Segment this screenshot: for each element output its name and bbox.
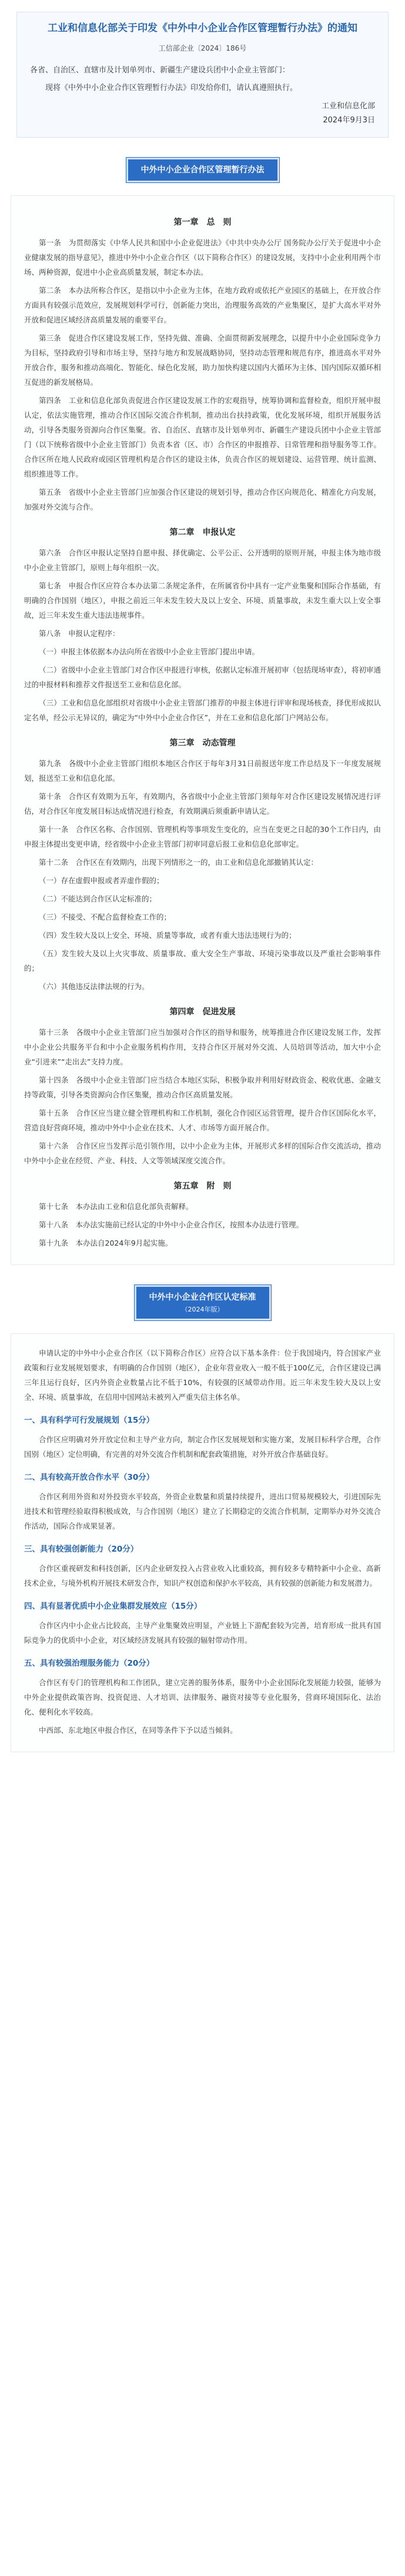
article-paragraph: 第十条 合作区有效期为五年，有效期内，各省级中小企业主管部门须每年对合作区建设发展情况进行评估，对合作区年度发展目标达成情况进行检查，有效期满后须重新申请认定。: [24, 792, 381, 816]
notice-signature: [30, 99, 375, 128]
article-paragraph: 第十八条 本办法实施前已经认定的中外中小企业合作区，按照本办法进行管理。: [39, 1220, 304, 1229]
standard-closing: 中西部、东北地区申报合作区，在同等条件下予以适当倾斜。: [39, 1726, 237, 1735]
article-paragraph: （一）申报主体依据本办法向所在省级中小企业主管部门提出申请。: [39, 647, 260, 656]
notice-title: 工业和信息化部关于印发《中外中小企业合作区管理暂行办法》的通知: [48, 22, 357, 34]
article-paragraph: （三）工业和信息化部组织对省级中小企业主管部门推荐的申报主体进行评审和现场核查，择优形成拟认定名单，经公示无异议的，确定为“中外中小企业合作区”，并在工业和信息化部门户网站公布。: [24, 698, 381, 722]
notice-content: 现将《中外中小企业合作区管理暂行办法》印发给你们，请认真遵照执行。: [45, 84, 298, 92]
article-paragraph: 第八条 申报认定程序：: [39, 629, 120, 638]
standard-banner-subtitle: （2024年版）: [181, 1306, 224, 1313]
article-paragraph: （二）省级中小企业主管部门对合作区申报进行审核，依据认定标准开展初审（包括现场审查），将初审通过的申报材料和推荐文件报送至工业和信息化部。: [24, 665, 381, 689]
chapter-title: 第一章 总 则: [173, 218, 232, 227]
standard-section-text: 合作区内中小企业占比较高，主导产业集聚效应明显，产业链上下游配套较为完善，培育形成一批具有国际竞争力的优质中小企业，对区域经济发展具有较强的辐射带动作用。: [24, 1621, 381, 1645]
article-paragraph: 第六条 合作区申报认定坚持自愿申报、择优确定、公平公正、公开透明的原则开展，申报主体为地市级中小企业主管部门，原则上每年组织一次。: [24, 548, 381, 572]
article-paragraph: 第十六条 合作区应当发挥示范引领作用，以中小企业为主体，开展形式多样的国际合作交流活动，推动中外中小企业在经贸、产业、科技、人文等领域深度交流合作。: [24, 1141, 381, 1165]
article-paragraph: 第四条 工业和信息化部负责促进合作区建设发展工作的宏观指导，统筹协调和监督检查，组织开展申报认定，依法实施管理，推动合作区国际交流合作机制，推动出台扶持政策，优化发展环境，组织开展服务活动，引导各类服务资源向合作区集聚。省、自治区、直辖市及计划单列市、新疆生产建设兵团中小企业主管部门（以下统称省级中小企业主管部门）负责本省（区、市）合作区的申报推荐、日常管理和指导服务等工作。合作区所在地人民政府或园区管理机构是合作区的建设主体，负责合作区的规划建设、运营管理、统计监测、组织推进等工作。: [24, 396, 381, 478]
standard-section-title: 五、具有较强治理服务能力（20分）: [24, 1659, 155, 1668]
standard-document: [11, 1333, 394, 1752]
notice-date: 2024年9月3日: [323, 116, 375, 125]
notice-recipients: 各省、自治区、直辖市及计划单列市、新疆生产建设兵团中小企业主管部门：: [30, 66, 290, 75]
chapter-title: 第二章 申报认定: [169, 528, 236, 537]
article-paragraph: （三）不接受、不配合监督检查工作的；: [39, 913, 172, 921]
standard-banner-wrap: [0, 1285, 405, 1320]
article-paragraph: 第九条 各级中小企业主管部门组织本地区合作区于每年3月31日前报送年度工作总结及下一年度发展规划，报送至工业和信息化部。: [24, 759, 381, 783]
standard-section-text: 合作区利用外资和对外投资水平较高，外资企业数量和质量持续提升，进出口贸易规模较大，引进国际先进技术和管理经验取得积极成效，与合作国别（地区）建立了长期稳定的交流合作机制，定期举办对外交流合作活动，国际合作成果显著。: [24, 1492, 381, 1530]
article-paragraph: 第七条 申报合作区应符合本办法第二条规定条件，在所属省份中具有一定产业集聚和国际合作基础，有明确的合作国别（地区），申报之前近三年未发生较大及以上安全、环境、质量事故，未发生重大以上安全事故，近三年未发生重大违法违规事件。: [24, 581, 381, 620]
article-paragraph: 第十二条 合作区在有效期内，出现下列情形之一的，由工业和信息化部撤销其认定：: [39, 858, 319, 867]
article-paragraph: 第一条 为贯彻落实《中华人民共和国中小企业促进法》《中共中央办公厅 国务院办公厅关于促进中小企业健康发展的指导意见》，推进中外中小企业合作区（以下简称合作区）的建设发展，支持中小企业利用两个市场、两种资源，促进中小企业高质量发展，制定本办法。: [24, 238, 381, 277]
standard-section-text: 合作区重视研发和科技创新，区内企业研发投入占营业收入比重较高，拥有较多专精特新中小企业、高新技术企业，与境外机构开展技术研发合作，知识产权创造和保护水平较高，具有较强的创新能力和发展潜力。: [24, 1564, 381, 1587]
article-paragraph: 第十四条 各级中小企业主管部门应当结合本地区实际，积极争取并利用好财政资金、税收优惠、金融支持等政策，引导各类资源向合作区集聚，推动合作区高质量发展。: [24, 1076, 381, 1099]
notice-card: [16, 12, 389, 138]
chapter-title: 第三章 动态管理: [169, 738, 236, 748]
article-paragraph: （二）不能达到合作区认定标准的；: [39, 894, 157, 903]
standard-banner: [135, 1285, 271, 1320]
standard-section-text: 合作区有专门的管理机构和工作团队，建立完善的服务体系，服务中小企业国际化发展能力较强，能够为中外企业提供政策咨询、投资促进、人才培训、法律服务、融资对接等专业化服务，营商环境国际化、法治化、便利化水平较高。: [24, 1678, 381, 1716]
article-paragraph: （六）其他违反法律法规的行为。: [39, 982, 149, 991]
article-paragraph: 第十九条 本办法自2024年9月起实施。: [39, 1239, 173, 1247]
article-paragraph: （五）发生较大及以上火灾事故、质量事故、重大安全生产事故、环境污染事故以及严重社会影响事件的；: [24, 949, 381, 973]
chapter-title: 第五章 附 则: [173, 1182, 232, 1191]
article-paragraph: 第十七条 本办法由工业和信息化部负责解释。: [39, 1202, 193, 1211]
article-paragraph: 第十三条 各级中小企业主管部门应当加强对合作区的指导和服务，统筹推进合作区建设发展工作，发挥中小企业公共服务平台和中小企业服务机构作用，支持合作区开展对外交流、人员培训等活动，加大中小企业“引进来”“走出去”支持力度。: [24, 1028, 381, 1066]
article-paragraph: 第十一条 合作区名称、合作国别、管理机构等事项发生变化的，应当在变更之日起的30个工作日内，由申报主体提出变更申请，经省级中小企业主管部门初审同意后报工业和信息化部审定。: [24, 825, 381, 848]
chapter-title: 第四章 促进发展: [169, 1007, 236, 1017]
standard-intro: 申请认定的中外中小企业合作区（以下简称合作区）应符合以下基本条件：位于我国境内，符合国家产业政策和行业发展规划要求，有明确的合作国别（地区），企业年营业收入一般不低于100亿元，合作区建设已满三年且运行良好，区内外资企业数量占比不低于10%，有较强的区域带动作用。近三年未发生较大及以上安全、环境、质量事故，在信用中国网站未被列入严重失信主体名单。: [24, 1349, 381, 1402]
standard-sections: [24, 1413, 381, 1719]
measures-banner-wrap: [0, 158, 405, 182]
standard-banner-title: 中外中小企业合作区认定标准: [149, 1293, 256, 1302]
standard-section-title: 二、具有较高开放合作水平（30分）: [24, 1473, 155, 1482]
article-paragraph: 第三条 促进合作区建设发展工作，坚持先做、准确、全面贯彻新发展理念，以提升中小企业国际竞争力为目标，坚持政府引导和市场主导，坚持与地方和发展战略协同，坚持动态管理和规范有序，推进高水平对外开放合作，服务和推动高端化、智能化、绿色化发展，助力加快构建以国内大循环为主体、国内国际双循环相互促进的新发展格局。: [24, 334, 381, 387]
notice-body: [17, 63, 388, 137]
article-paragraph: 第二条 本办法所称合作区，是指以中小企业为主体，在地方政府或依托产业园区的基础上，在开放合作方面具有较强示范效应，发展规划科学可行，创新能力突出，治理服务高效的产业集聚区，是扩大高水平对外开放和促进区域经济高质量发展的重要平台。: [24, 286, 381, 324]
measures-document: [11, 195, 394, 1265]
measures-banner: 中外中小企业合作区管理暂行办法: [126, 158, 279, 182]
standard-section-text: 合作区应明确对外开放定位和主导产业方向，制定合作区发展规划和实施方案，发展目标科学合理，合作国别（地区）定位明确，有完善的对外交流合作机制和配套政策措施，对外开放合作基础良好。: [24, 1435, 381, 1459]
article-paragraph: （四）发生较大及以上安全、环境、质量等事故，或者有重大违法违规行为的；: [39, 931, 296, 940]
article-paragraph: 第五条 省级中小企业主管部门应加强合作区建设的规划引导，推动合作区向规范化、精准化方向发展，加强对外交流与合作。: [24, 488, 381, 511]
standard-section-title: 四、具有显著优质中小企业集群发展效应（15分）: [24, 1602, 202, 1611]
standard-section-title: 三、具有较强创新能力（20分）: [24, 1545, 139, 1554]
article-paragraph: （一）存在虚假申报或者弄虚作假的；: [39, 876, 164, 885]
standard-section-title: 一、具有科学可行发展规划（15分）: [24, 1416, 155, 1425]
notice-signer: 工业和信息化部: [321, 102, 375, 111]
notice-header: [17, 12, 388, 61]
document-number: 工信部企业〔2024〕186号: [158, 44, 247, 52]
article-paragraph: 第十五条 合作区应当建立健全管理机构和工作机制，强化合作园区运营管理，提升合作区国际化水平，营造良好营商环境，推动中外中小企业在技术、人才、市场等方面开展合作。: [24, 1109, 381, 1132]
